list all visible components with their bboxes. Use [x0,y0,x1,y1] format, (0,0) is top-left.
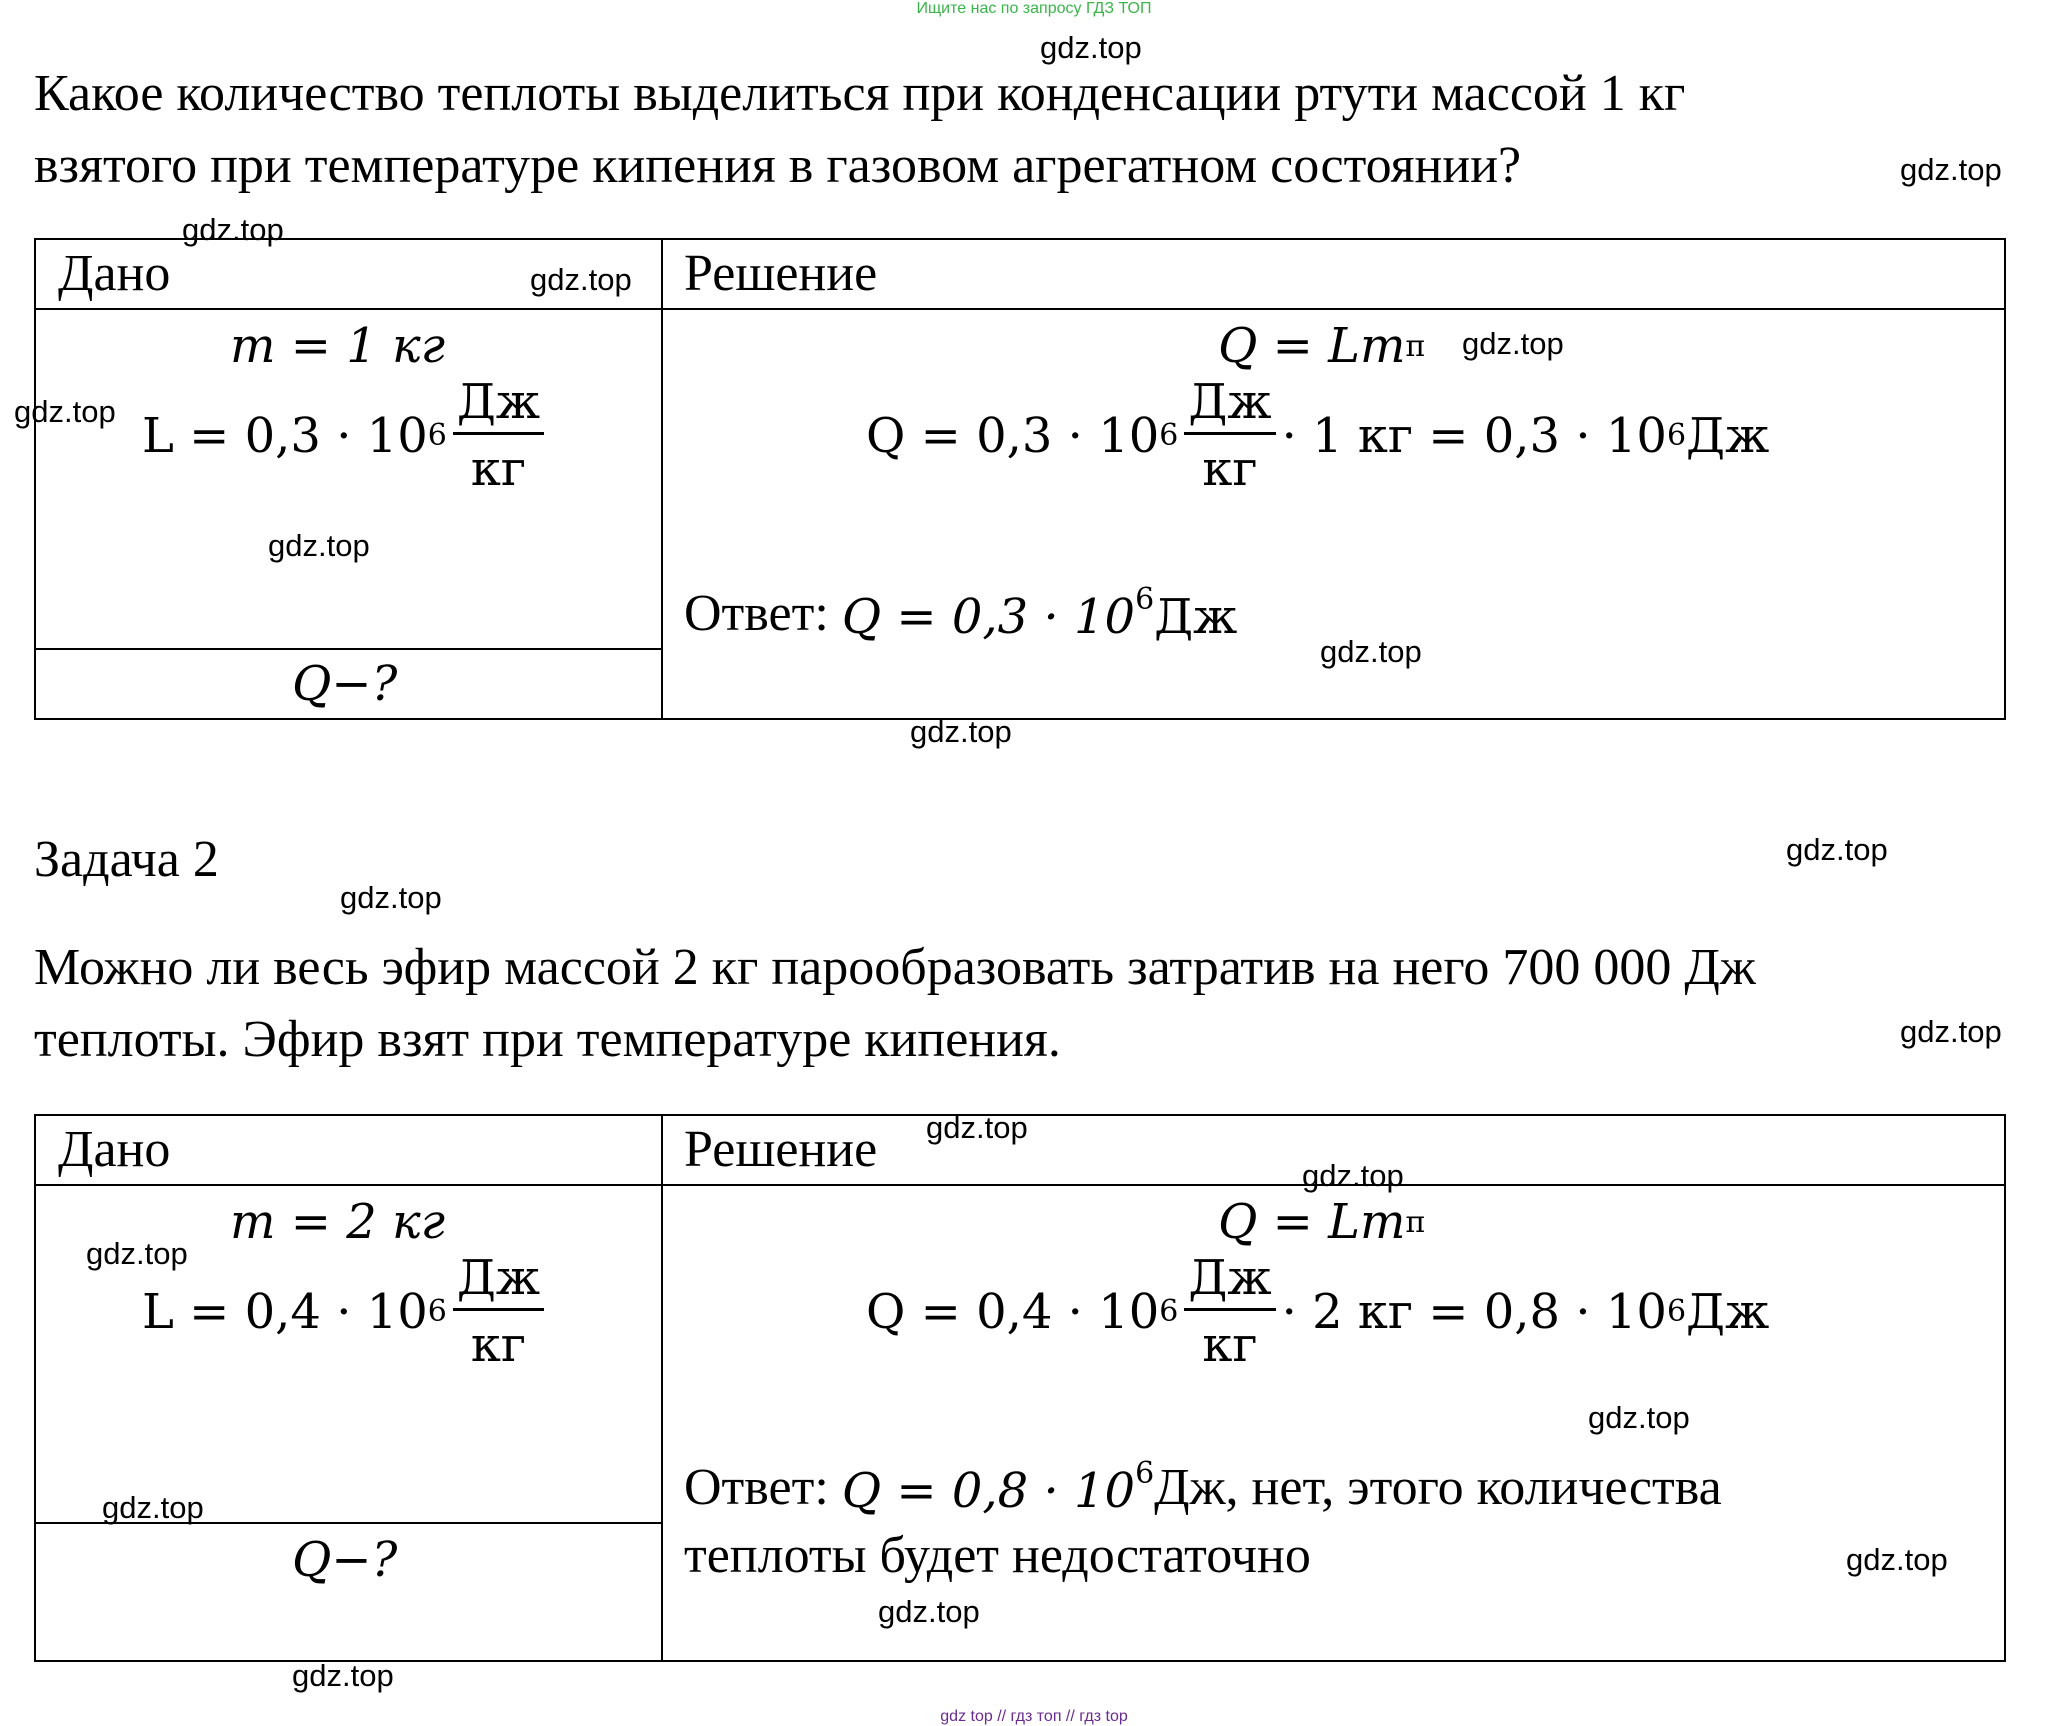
problem1-question [34,58,2034,202]
watermark: gdz.top [910,714,1012,749]
problem1-formula-text: Q = Lm [1218,318,1406,374]
problem2-calc-unit-tail: Дж [1686,1283,1770,1340]
problem2-find-text: Q−? [292,1532,398,1588]
problem2-given-heat-unit [453,1250,544,1373]
problem2-title: Задача 2 [34,831,219,888]
problem2-calc-exp1: 6 [1159,1294,1179,1329]
problem2-formula [1218,1194,1425,1250]
problem2-given-header: Дано [58,1121,171,1178]
problem2-question-line2: теплоты. Эфир взят при температуре кипения. [34,1011,1061,1068]
problem1-calc-unit-denominator: кг [1202,441,1258,497]
watermark: gdz.top [1900,152,2002,187]
problem2-given-heat [142,1250,550,1373]
problem2-answer-tail: Дж, нет, этого количества [1154,1459,1722,1516]
footer: gdz top // гдз топ // гдз top [940,1708,1128,1725]
problem1-given-heat-unit [453,374,544,497]
problem1-question-line2: взятого при температуре кипения в газовом агрегатном состоянии? [34,137,1522,194]
problem1-calculation [866,374,1770,497]
watermark: gdz.top [268,528,370,563]
problem2-answer-exp: 6 [1135,1456,1155,1491]
watermark: gdz.top [1302,1158,1404,1193]
problem2-question-line1: Можно ли весь эфир массой 2 кг парообразовать затратив на него 700 000 Дж [34,939,1756,996]
watermark: gdz.top [340,880,442,915]
top-banner: Ищите нас по запросу ГДЗ ТОП [916,0,1152,17]
problem1-find [292,656,397,712]
problem1-calc-prefix: Q = 0,3 · 10 [866,407,1160,464]
problem1-calc-unit [1184,374,1275,497]
problem1-given-mass-text: m = 1 кг [230,318,445,374]
problem1-question-line1: Какое количество теплоты выделиться при конденсации ртути массой 1 кг [34,65,1686,122]
problem2-calc-unit [1184,1250,1275,1373]
problem2-calc-exp2: 6 [1666,1294,1687,1329]
problem1-find-text: Q−? [292,656,398,712]
watermark: gdz.top [1320,634,1422,669]
problem2-answer-label: Ответ: [684,1459,829,1516]
problem1-answer-unit: Дж [1154,589,1238,645]
problem2-header-divider [34,1184,2006,1186]
watermark: gdz.top [86,1236,188,1271]
watermark: gdz.top [1588,1400,1690,1435]
problem2-answer-line2: теплоты будет недостаточно [684,1527,1311,1584]
problem2-calc-unit-denominator: кг [1202,1317,1258,1373]
watermark: gdz.top [1846,1542,1948,1577]
problem2-unit-denominator: кг [470,1317,527,1373]
problem2-unit-numerator: Дж [453,1254,544,1311]
problem1-calc-mid: · 1 кг = 0,3 · 10 [1281,407,1667,464]
watermark: gdz.top [1900,1014,2002,1049]
watermark: gdz.top [14,394,116,429]
problem2-calc-unit-numerator: Дж [1184,1254,1275,1311]
problem1-answer-value: Q = 0,3 · 10 [841,589,1136,645]
problem1-calc-unit-tail: Дж [1686,407,1770,464]
watermark: gdz.top [1462,326,1564,361]
problem1-solution-header: Решение [684,245,878,302]
watermark: gdz.top [926,1110,1028,1145]
problem2-find [292,1532,397,1588]
problem2-given-heat-exp: 6 [427,1294,447,1329]
problem1-unit-numerator: Дж [453,378,544,435]
watermark: gdz.top [878,1594,980,1629]
problem1-header-divider [34,308,2006,310]
problem2-question [34,932,2034,1076]
problem2-given-heat-prefix: L = 0,4 · 10 [142,1283,428,1340]
problem2-calculation [866,1250,1770,1373]
problem2-calc-prefix: Q = 0,4 · 10 [866,1283,1160,1340]
problem2-answer [684,1456,1722,1519]
problem1-calc-unit-numerator: Дж [1184,378,1275,435]
watermark: gdz.top [292,1658,394,1693]
problem1-answer [684,582,1237,645]
watermark: gdz.top [182,212,284,247]
watermark: gdz.top [102,1490,204,1525]
problem1-unit-denominator: кг [470,441,527,497]
problem1-given-mass [230,318,445,374]
problem2-answer-value: Q = 0,8 · 10 [841,1463,1136,1519]
problem2-formula-sub: п [1405,1204,1426,1240]
watermark: gdz.top [530,262,632,297]
problem2-solution-header: Решение [684,1121,878,1178]
problem1-given-heat [142,374,550,497]
problem2-given-mass-text: m = 2 кг [230,1194,445,1250]
problem1-answer-exp: 6 [1135,582,1155,617]
problem1-formula-sub: п [1405,328,1426,364]
problem1-given-heat-exp: 6 [427,418,447,453]
problem1-formula [1218,318,1425,374]
problem2-given-mass [230,1194,445,1250]
problem1-find-divider [34,648,662,650]
problem1-given-heat-prefix: L = 0,3 · 10 [142,407,428,464]
problem1-answer-label: Ответ: [684,585,829,642]
problem1-calc-exp2: 6 [1666,418,1687,453]
problem1-calc-exp1: 6 [1159,418,1179,453]
watermark: gdz.top [1040,30,1142,65]
problem2-calc-mid: · 2 кг = 0,8 · 10 [1281,1283,1667,1340]
watermark: gdz.top [1786,832,1888,867]
problem1-given-header: Дано [58,245,171,302]
problem2-column-divider [661,1114,663,1662]
problem2-formula-text: Q = Lm [1218,1194,1406,1250]
